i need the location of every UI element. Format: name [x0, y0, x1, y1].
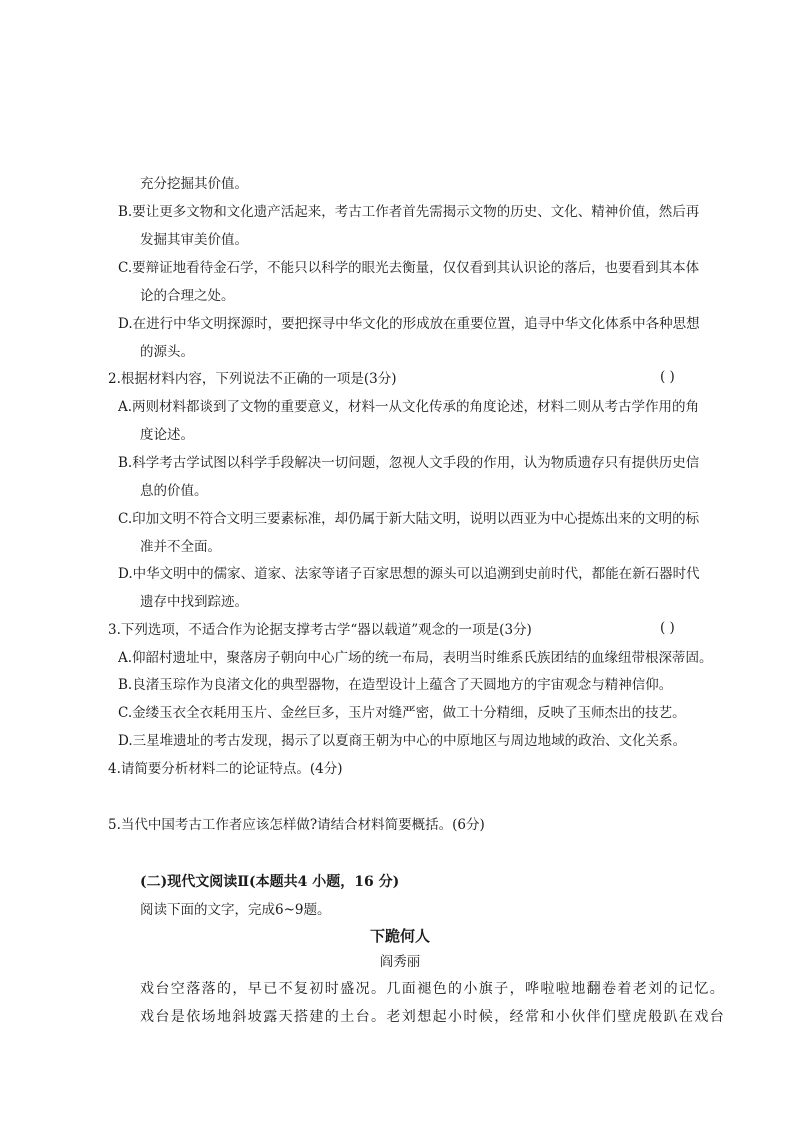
q3-option-a: A.仰韶村遗址中，聚落房子朝向中心广场的统一布局，表明当时维系氏族团结的血缘纽带根深蒂固。	[118, 650, 713, 666]
q1-option-b: B.要让更多文物和文化遗产活起来，考古工作者首先需揭示文物的历史、文化、精神价值，然后再	[118, 204, 700, 220]
q2-option-d: D.中华文明中的儒家、道家、法家等诸子百家思想的源头可以追溯到史前时代，都能在新石器时代	[118, 566, 700, 582]
q3-option-c: C.金缕玉衣全衣耗用玉片、金丝巨多，玉片对缝严密，做工十分精细，反映了玉师杰出的技艺。	[118, 705, 686, 721]
q2-option-b: B.科学考古学试图以科学手段解决一切问题，忽视人文手段的作用，认为物质遗存只有提供历史信	[118, 455, 700, 471]
story-title: 下跪何人	[369, 927, 430, 945]
q2-option-a: A.两则材料都谈到了文物的重要意义，材料一从文化传承的角度论述，材料二则从考古学作用的角	[118, 399, 700, 415]
story-paragraph-1: 戏台空落落的，早已不复初时盛况。几面褪色的小旗子，哗啦啦地翻卷着老刘的记忆。	[140, 981, 726, 997]
story-paragraph-2: 戏台是依场地斜坡露天搭建的土台。老刘想起小时候，经常和小伙伴们壁虎般趴在戏台	[140, 1009, 726, 1025]
reading-instruction: 阅读下面的文字，完成6~9题。	[140, 902, 331, 918]
q1-option-c-cont: 论的合理之处。	[140, 288, 235, 304]
q1-option-b-cont: 发掘其审美价值。	[140, 232, 248, 248]
question-3: 3.下列选项，不适合作为论据支撑考古学“器以载道”观念的一项是(3分)	[108, 622, 532, 638]
question-4: 4.请简要分析材料二的论证特点。(4分)	[108, 761, 343, 777]
section-heading: (二)现代文阅读Ⅱ(本题共4 小题，16 分)	[140, 874, 400, 890]
q3-option-b: B.良渚玉琮作为良渚文化的典型器物，在造型设计上蕴含了天圆地方的宇宙观念与精神信仰。	[118, 677, 673, 693]
q2-option-d-cont: 遗存中找到踪迹。	[140, 594, 248, 610]
q1-option-c: C.要辩证地看待金石学，不能只以科学的眼光去衡量，仅仅看到其认识论的落后，也要看到其本体	[118, 260, 700, 276]
story-author: 阎秀丽	[379, 954, 421, 970]
q2-option-b-cont: 息的价值。	[140, 483, 208, 499]
q1-option-d: D.在进行中华文明探源时，要把探寻中华文化的形成放在重要位置，追寻中华文化体系中各种思想	[118, 316, 700, 332]
q3-option-d: D.三星堆遗址的考古发现，揭示了以夏商王朝为中心的中原地区与周边地域的政治、文化关系。	[118, 733, 687, 749]
answer-blank-q3: ( )	[660, 620, 675, 636]
answer-blank-q2: ( )	[660, 369, 675, 385]
q2-option-c-cont: 准并不全面。	[140, 539, 221, 555]
question-2: 2.根据材料内容，下列说法不正确的一项是(3分)	[108, 371, 397, 387]
q2-option-c: C.印加文明不符合文明三要素标准，却仍属于新大陆文明，说明以西亚为中心提炼出来的文明的标	[118, 511, 700, 527]
question-5: 5.当代中国考古工作者应该怎样做?请结合材料简要概括。(6分)	[108, 817, 485, 833]
option-a-continuation: 充分挖掘其价值。	[140, 176, 248, 192]
q1-option-d-cont: 的源头。	[140, 344, 194, 360]
q2-option-a-cont: 度论述。	[140, 427, 194, 443]
